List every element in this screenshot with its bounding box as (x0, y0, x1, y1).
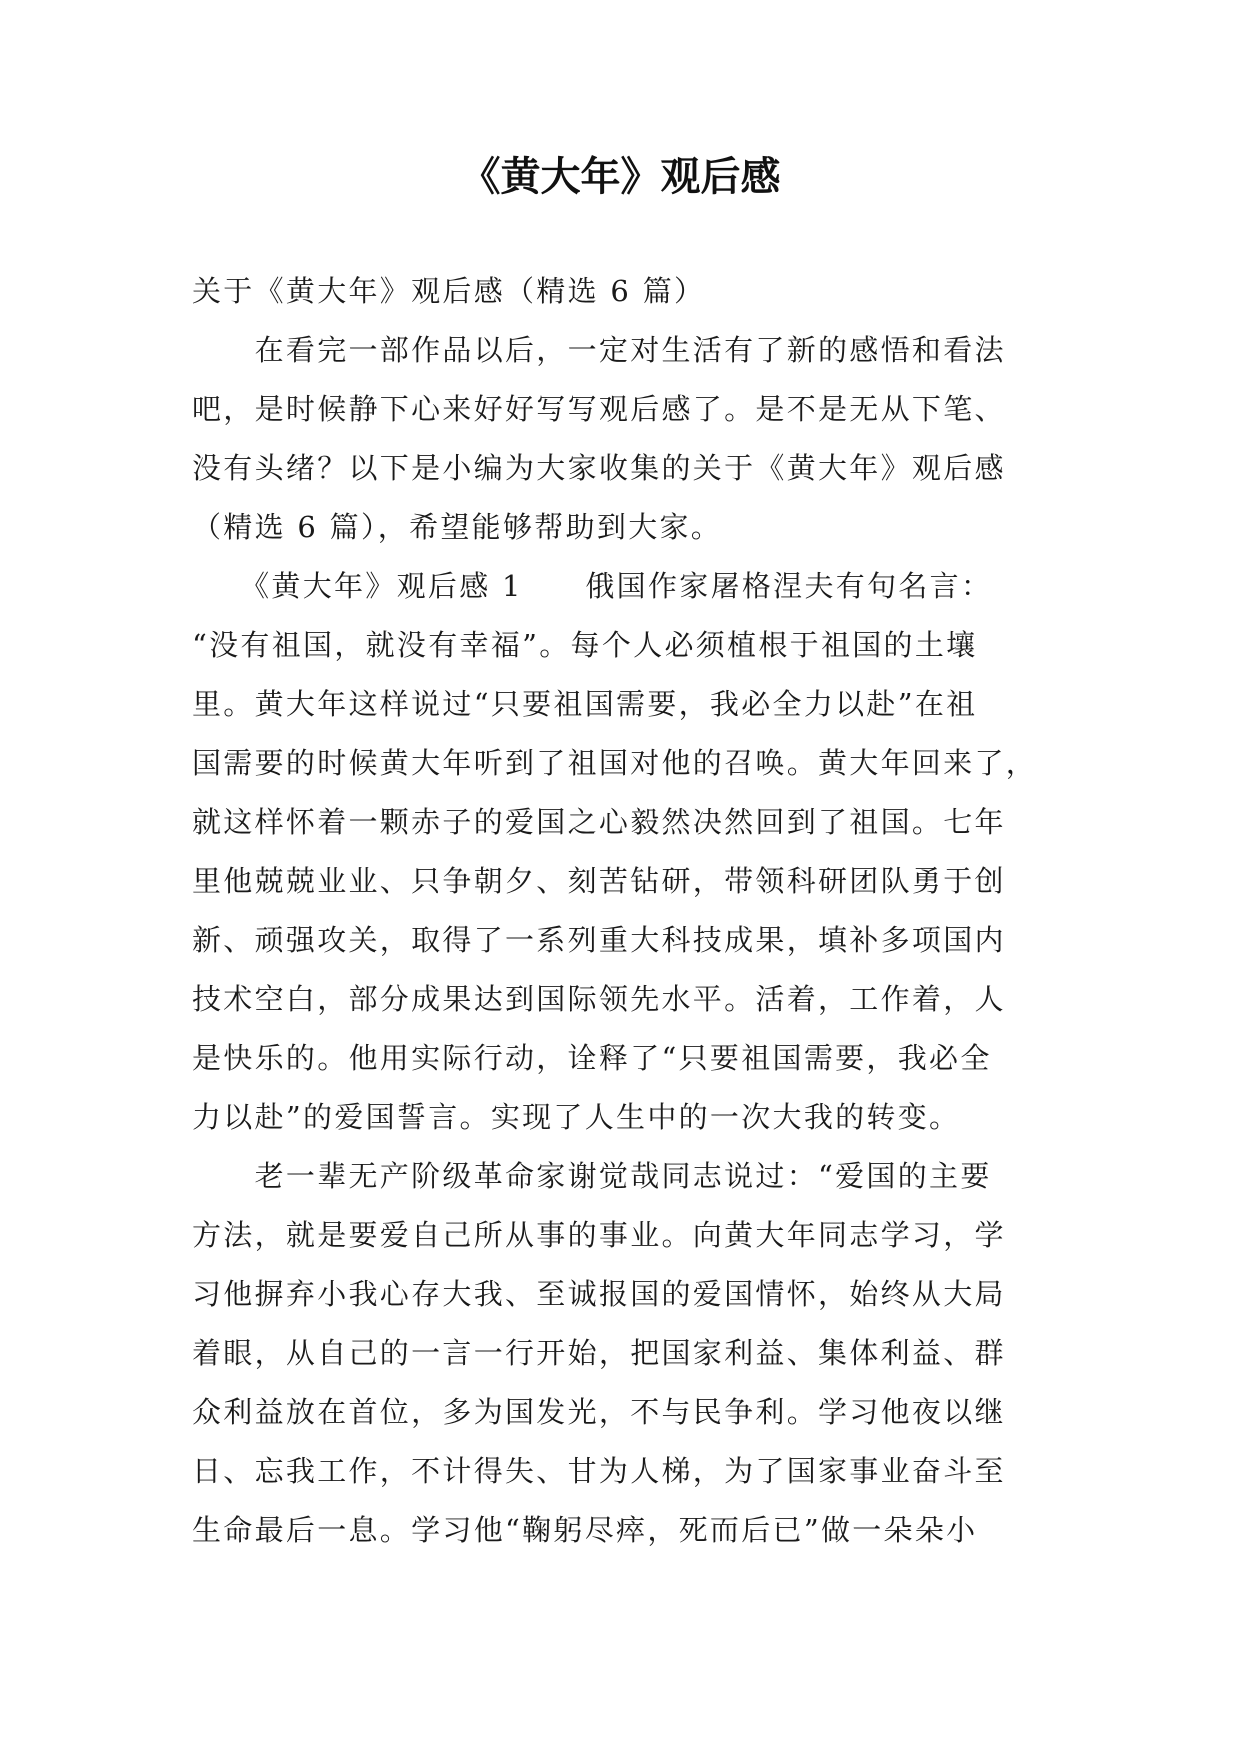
intro-paragraph (192, 321, 1049, 557)
paragraph-line: 力以赴”的爱国誓言。实现了人生中的一次大我的转变。 (192, 1100, 961, 1134)
section-1-paragraph (192, 557, 1049, 1147)
paragraph-line: 技术空白，部分成果达到国际领先水平。活着，工作着，人 (192, 982, 1006, 1016)
paragraph-line: 生命最后一息。学习他“鞠躬尽瘁，死而后已”做一朵朵小 (192, 1513, 978, 1547)
paragraph-line: 着眼，从自己的一言一行开始，把国家利益、集体利益、群 (192, 1336, 1006, 1370)
paragraph-line: 没有头绪？以下是小编为大家收集的关于《黄大年》观后感 (192, 451, 1006, 485)
document-title: 《黄大年》观后感 (460, 154, 781, 200)
paragraph-line: 里。黄大年这样说过“只要祖国需要，我必全力以赴”在祖 (192, 687, 978, 721)
paragraph-line: 里他兢兢业业、只争朝夕、刻苦钻研，带领科研团队勇于创 (192, 864, 1006, 898)
paragraph-line: 新、顽强攻关，取得了一系列重大科技成果，填补多项国内 (192, 923, 1006, 957)
document-body (192, 262, 1049, 1560)
paragraph-line: “没有祖国，就没有幸福”。每个人必须植根于祖国的土壤 (192, 628, 978, 662)
document-subtitle: 关于《黄大年》观后感（精选 6 篇） (192, 274, 706, 308)
paragraph-line: 在看完一部作品以后，一定对生活有了新的感悟和看法 (192, 333, 1006, 367)
paragraph-line: 吧，是时候静下心来好好写写观后感了。是不是无从下笔、 (192, 392, 1006, 426)
paragraph-line: （精选 6 篇），希望能够帮助到大家。 (192, 510, 723, 544)
paragraph-line: 国需要的时候黄大年听到了祖国对他的召唤。黄大年回来了， (192, 746, 1038, 780)
section-2-paragraph (192, 1147, 1049, 1560)
paragraph-line: 《黄大年》观后感 1 俄国作家屠格涅夫有句名言： (192, 569, 993, 603)
paragraph-line: 方法，就是要爱自己所从事的事业。向黄大年同志学习，学 (192, 1218, 1006, 1252)
paragraph-line: 习他摒弃小我心存大我、至诚报国的爱国情怀，始终从大局 (192, 1277, 1006, 1311)
paragraph-line: 是快乐的。他用实际行动，诠释了“只要祖国需要，我必全 (192, 1041, 992, 1075)
paragraph-line: 老一辈无产阶级革命家谢觉哉同志说过：“爱国的主要 (192, 1159, 992, 1193)
paragraph-line: 众利益放在首位，多为国发光，不与民争利。学习他夜以继 (192, 1395, 1006, 1429)
paragraph-line: 就这样怀着一颗赤子的爱国之心毅然决然回到了祖国。七年 (192, 805, 1006, 839)
paragraph-line: 日、忘我工作，不计得失、甘为人梯，为了国家事业奋斗至 (192, 1454, 1006, 1488)
